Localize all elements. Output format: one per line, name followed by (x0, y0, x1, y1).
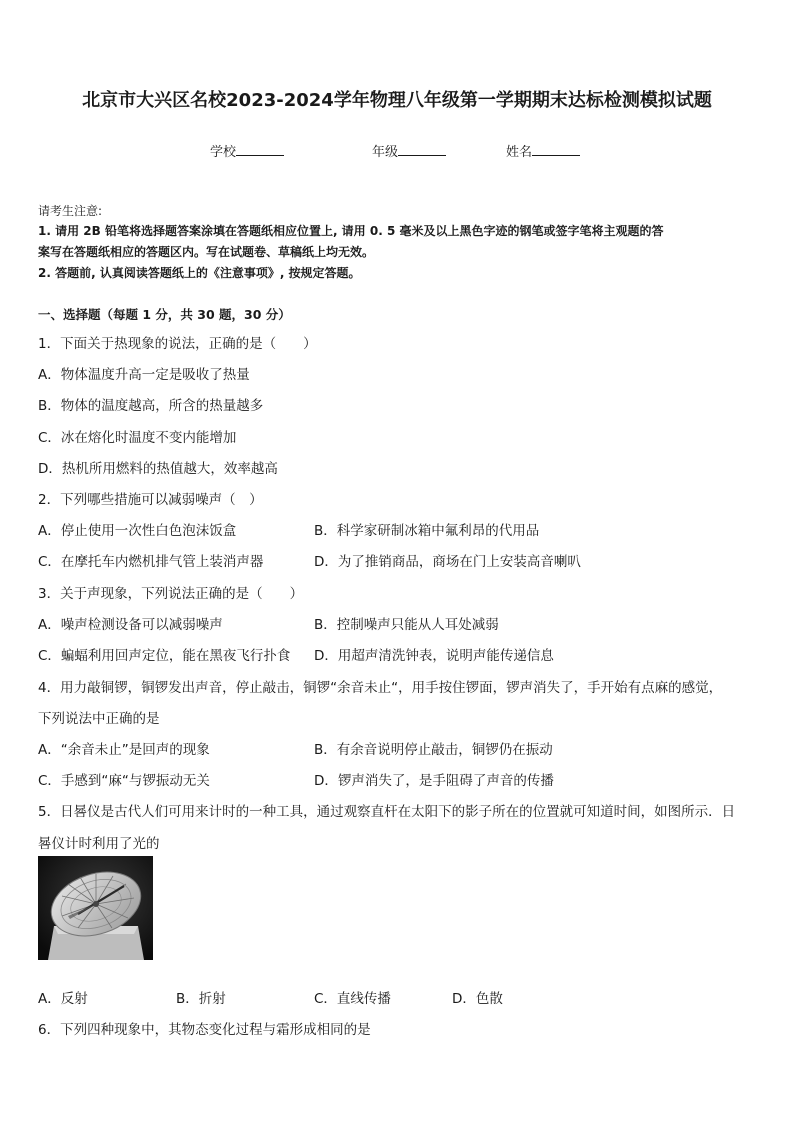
q1-stem: 1．下面关于热现象的说法，正确的是（ ） (38, 336, 317, 352)
q2-stem: 2．下列哪些措施可以减弱噪声（ ） (38, 492, 263, 508)
q6-stem: 6．下列四种现象中，其物态变化过程与霜形成相同的是 (38, 1022, 371, 1038)
notice-item-1-line-2: 案写在答题纸相应的答题区内。写在试题卷、草稿纸上均无效。 (38, 245, 375, 259)
q2-option-c: C．在摩托车内燃机排气管上装消声器 (38, 554, 264, 570)
grade-blank[interactable] (398, 143, 446, 156)
q3-option-d: D．用超声清洗钟表，说明声能传递信息 (314, 648, 554, 664)
q4-option-a: A．“余音未止”是回声的现象 (38, 742, 210, 758)
q3-option-a: A．噪声检测设备可以减弱噪声 (38, 617, 223, 633)
q3-stem: 3．关于声现象，下列说法正确的是（ ） (38, 586, 304, 602)
q4-option-c: C．手感到“麻“与锣振动无关 (38, 773, 210, 789)
q4-stem-line-2: 下列说法中正确的是 (38, 711, 160, 727)
name-label: 姓名 (506, 145, 533, 160)
notice-item-1-line-1: 1. 请用 2B 铅笔将选择题答案涂填在答题纸相应位置上, 请用 0. 5 毫米及以上黑色字迹的钢笔或签字笔将主观题的答 (38, 224, 664, 238)
q5-option-a: A．反射 (38, 991, 88, 1007)
q4-option-d: D．锣声消失了，是手阻碍了声音的传播 (314, 773, 554, 789)
name-blank[interactable] (532, 143, 580, 156)
q4-option-b: B．有余音说明停止敲击，铜锣仍在振动 (314, 742, 553, 758)
q1-option-a: A．物体温度升高一定是吸收了热量 (38, 367, 250, 383)
q1-option-b: B．物体的温度越高，所含的热量越多 (38, 398, 264, 414)
school-field[interactable] (210, 141, 284, 160)
sundial-photo (38, 856, 153, 960)
q2-option-d: D．为了推销商品，商场在门上安装高音喇叭 (314, 554, 581, 570)
grade-field[interactable] (372, 141, 446, 160)
q2-option-b: B．科学家研制冰箱中氟利昂的代用品 (314, 523, 540, 539)
grade-label: 年级 (372, 145, 399, 160)
q4-stem-line-1: 4．用力敲铜锣，铜锣发出声音，停止敲击，铜锣“余音未止“，用手按住锣面，锣声消失了，手开始有点麻的感觉， (38, 680, 723, 696)
q5-option-b: B．折射 (176, 991, 226, 1007)
q3-option-b: B．控制噪声只能从人耳处减弱 (314, 617, 499, 633)
q5-stem-line-1: 5．日晷仪是古代人们可用来计时的一种工具，通过观察直杆在太阳下的影子所在的位置就可知道时间，如图所示．日 (38, 804, 736, 820)
q5-stem-line-2: 晷仪计时利用了光的 (38, 836, 160, 852)
section-heading: 一、选择题（每题 1 分，共 30 题，30 分） (38, 307, 291, 322)
q1-option-d: D．热机所用燃料的热值越大，效率越高 (38, 461, 278, 477)
q1-option-c: C．冰在熔化时温度不变内能增加 (38, 430, 237, 446)
notice-item-2: 2. 答题前, 认真阅读答题纸上的《注意事项》, 按规定答题。 (38, 266, 361, 280)
q5-option-d: D．色散 (452, 991, 503, 1007)
exam-title: 北京市大兴区名校2023-2024学年物理八年级第一学期期末达标检测模拟试题 (82, 90, 712, 111)
notice-heading: 请考生注意: (38, 204, 103, 218)
name-field[interactable] (506, 141, 580, 160)
q3-option-c: C．蝙蝠利用回声定位，能在黑夜飞行扑食 (38, 648, 291, 664)
sundial-icon (38, 856, 153, 960)
q2-option-a: A．停止使用一次性白色泡沫饭盒 (38, 523, 237, 539)
school-blank[interactable] (236, 143, 284, 156)
school-label: 学校 (210, 145, 237, 160)
q5-option-c: C．直线传播 (314, 991, 391, 1007)
